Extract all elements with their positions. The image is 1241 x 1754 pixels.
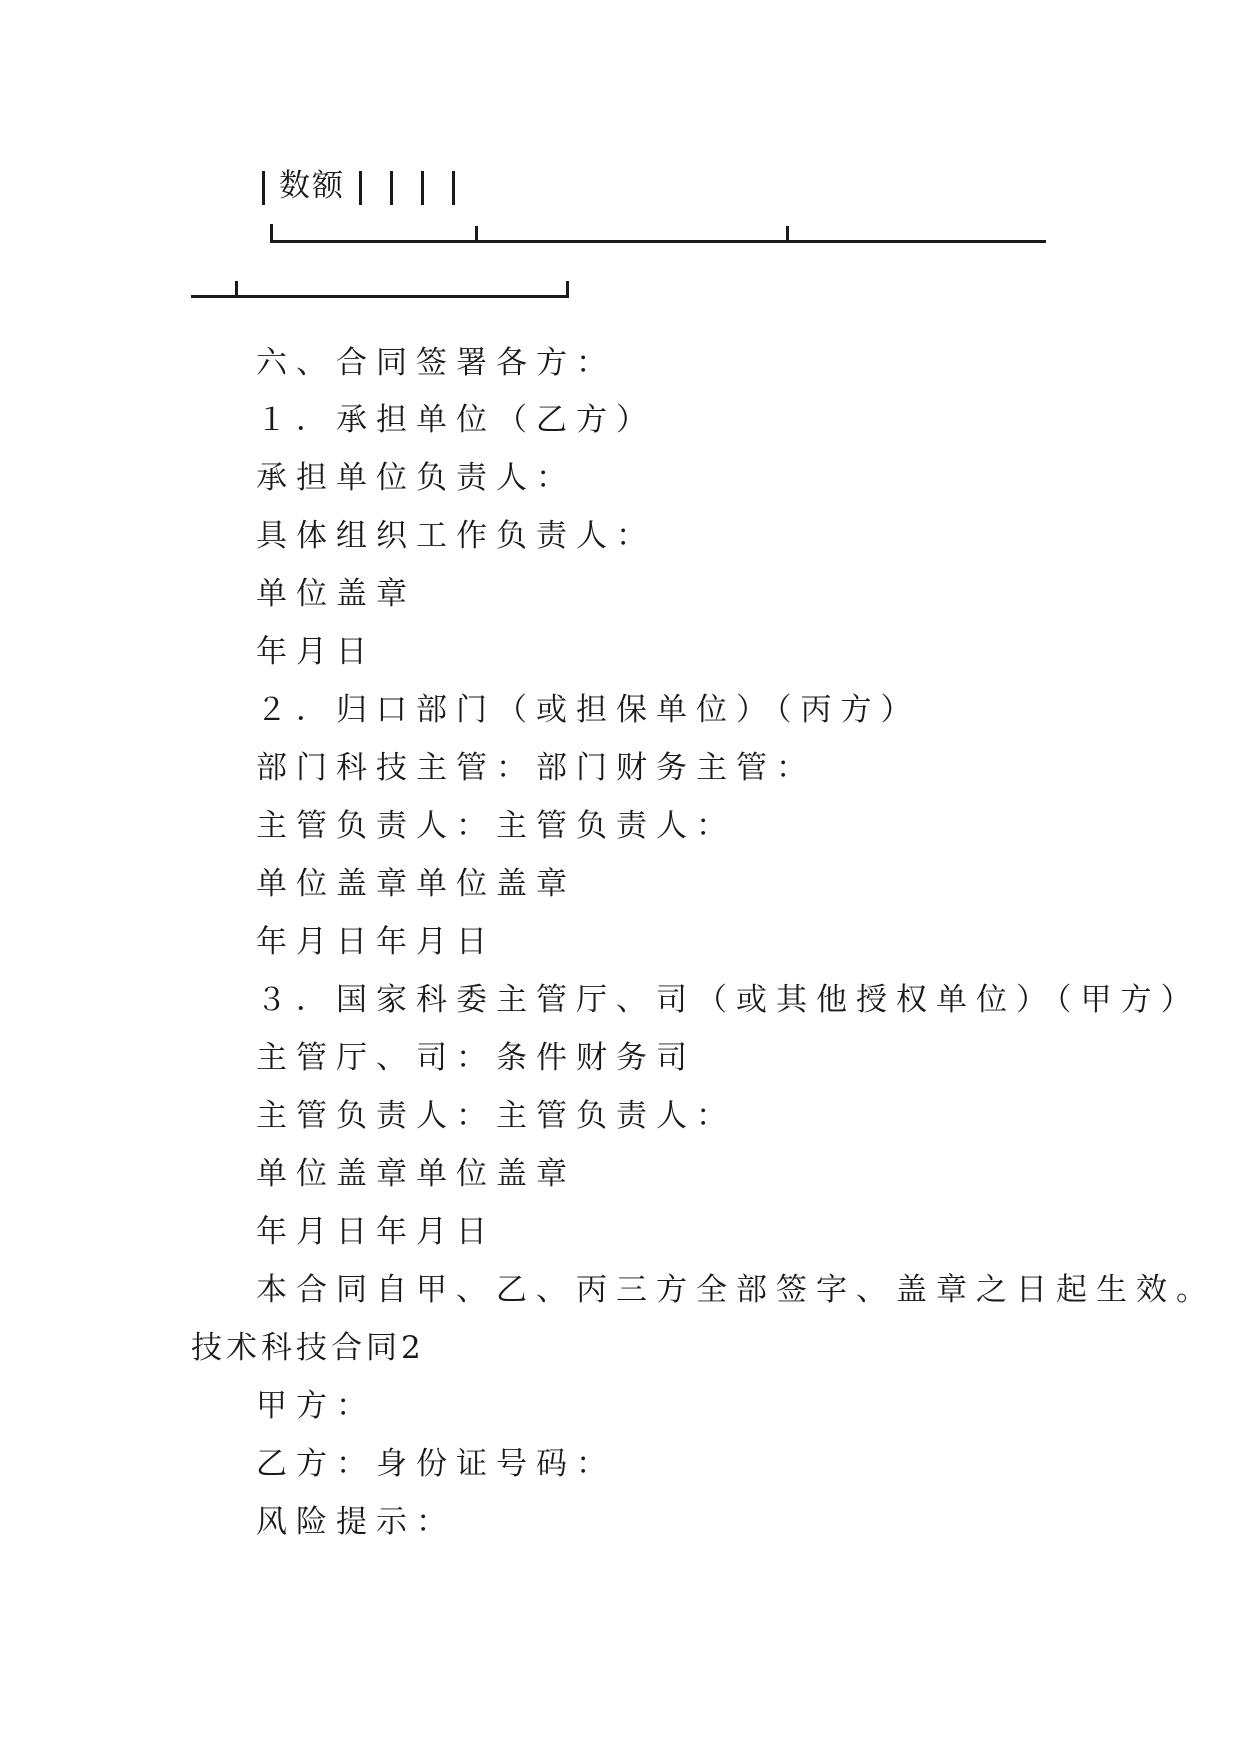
party-a-field: 甲方： [256,1388,376,1424]
party-b-field: 乙方：身份证号码： [256,1446,616,1482]
table-cell-border [421,171,424,205]
party1-seal: 单位盖章 [256,576,416,612]
party2-title: ２．归口部门（或担保单位）（丙方） [256,692,921,728]
table-cell-border [452,171,455,205]
table-cell-border [390,171,393,205]
party1-date: 年月日 [256,634,376,670]
effective-clause: 本合同自甲、乙、丙三方全部签字、盖章之日起生效。 [256,1272,1216,1308]
party2-managers: 部门科技主管：部门财务主管： [256,750,816,786]
party2-heads: 主管负责人：主管负责人： [256,808,736,844]
table-row-label: 数额 [279,168,345,204]
party1-org-head: 具体组织工作负责人： [256,518,656,554]
party2-dates: 年月日年月日 [256,924,496,960]
party3-dates: 年月日年月日 [256,1214,496,1250]
party3-title: ３．国家科委主管厅、司（或其他授权单位）（甲方） [256,982,1201,1018]
party1-head: 承担单位负责人： [256,460,576,496]
party3-seals: 单位盖章单位盖章 [256,1156,576,1192]
contract2-title: 技术科技合同2 [191,1330,425,1366]
party3-depts: 主管厅、司：条件财务司 [256,1040,696,1076]
table-amount-row [262,166,469,206]
table-cell-border [262,171,265,205]
table-cell-border [359,171,362,205]
party3-heads: 主管负责人：主管负责人： [256,1098,736,1134]
section-six-heading: 六、合同签署各方： [256,345,616,381]
risk-notice: 风险提示： [256,1504,456,1540]
party2-seals: 单位盖章单位盖章 [256,866,576,902]
party1-title: １．承担单位（乙方） [256,402,656,438]
